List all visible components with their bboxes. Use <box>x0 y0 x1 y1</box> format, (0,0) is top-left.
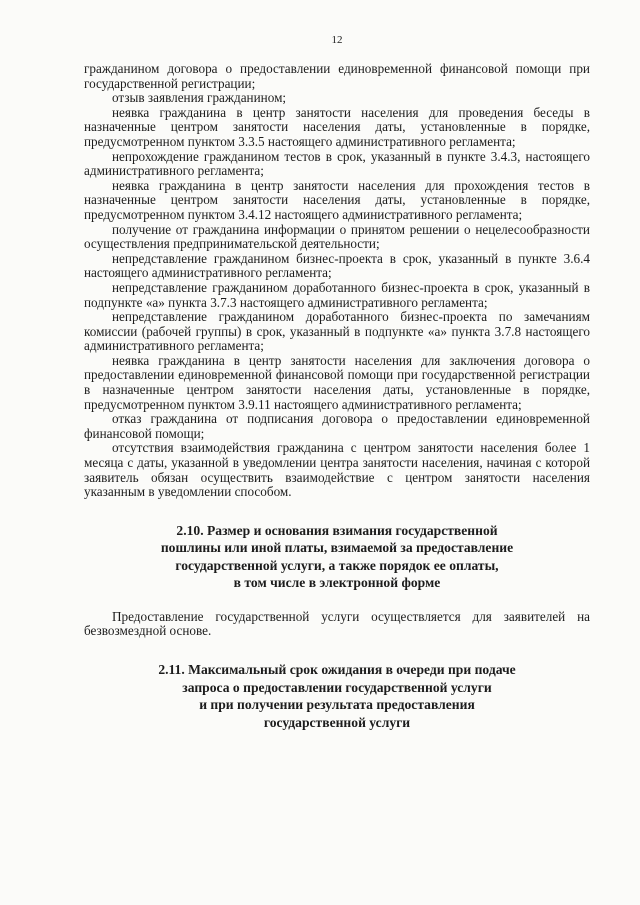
paragraph-10: неявка гражданина в центр занятости населения для заключения договора о предоставлении единовременной финансовой помощи при государственной регистрации в назначенные центром занятости населения даты, установленные в порядке, предусмотренном пунктом 3.9.11 настоящего административного регламента; <box>84 352 590 412</box>
paragraph-7: непредставление гражданином бизнес-проекта в срок, указанный в пункте 3.6.4 настоящего административного регламента; <box>84 250 590 281</box>
paragraph-3: неявка гражданина в центр занятости населения для проведения беседы в назначенные центром занятости населения даты, установленные в порядке, предусмотренном пунктом 3.3.5 настоящего административного регламента; <box>84 104 590 149</box>
heading-line: 2.11. Максимальный срок ожидания в очереди при подаче <box>158 662 516 677</box>
paragraph-12: отсутствия взаимодействия гражданина с центром занятости населения более 1 месяца с даты, указанной в уведомлении центра занятости населения, начиная с которой заявитель обязан осуществить взаимодействие с центром занятости населения указанным в уведомлении способом. <box>84 440 590 500</box>
heading-line: 2.10. Размер и основания взимания государственной <box>176 522 498 538</box>
paragraph-9: непредставление гражданином доработанного бизнес-проекта по замечаниям комиссии (рабочей группы) в срок, указанный в подпункте «а» пункта 3.7.8 настоящего административного регламента; <box>84 309 590 354</box>
paragraph-11: отказ гражданина от подписания договора о предоставлении единовременной финансовой помощи; <box>84 411 590 441</box>
heading-line: пошлины или иной платы, взимаемой за предоставление <box>160 540 514 556</box>
section-heading-2-11 <box>84 661 590 731</box>
heading-line: государственной услуги <box>263 714 411 730</box>
paragraph-1: гражданином договора о предоставлении единовременной финансовой помощи при государственной регистрации; <box>84 61 590 91</box>
heading-line: запроса о предоставлении государственной услуги <box>182 679 492 695</box>
paragraph-8: непредставление гражданином доработанного бизнес-проекта в срок, указанный в подпункте «а» пункта 3.7.3 настоящего административного регламента; <box>84 279 590 310</box>
paragraph-2: отзыв заявления гражданином; <box>112 90 287 106</box>
heading-line: государственной услуги, а также порядок ее оплаты, <box>175 557 499 573</box>
page-number: 12 <box>331 34 343 46</box>
section-2-10-text: Предоставление государственной услуги осуществляется для заявителей на безвозмездной основе. <box>84 608 590 639</box>
body-text <box>84 62 590 731</box>
paragraph-4: непрохождение гражданином тестов в срок, указанный в пункте 3.4.3, настоящего административного регламента; <box>84 148 590 179</box>
paragraph-6: получение от гражданина информации о принятом решении о нецелесообразности осуществления предпринимательской деятельности; <box>84 221 590 252</box>
heading-line: и при получении результата предоставления <box>199 697 475 712</box>
heading-line: в том числе в электронной форме <box>233 575 441 591</box>
paragraph-5: неявка гражданина в центр занятости населения для прохождения тестов в назначенные центром занятости населения даты, установленные в порядке, предусмотренном пунктом 3.4.12 настоящего административного регламента; <box>84 177 590 222</box>
section-heading-2-10 <box>84 522 590 592</box>
